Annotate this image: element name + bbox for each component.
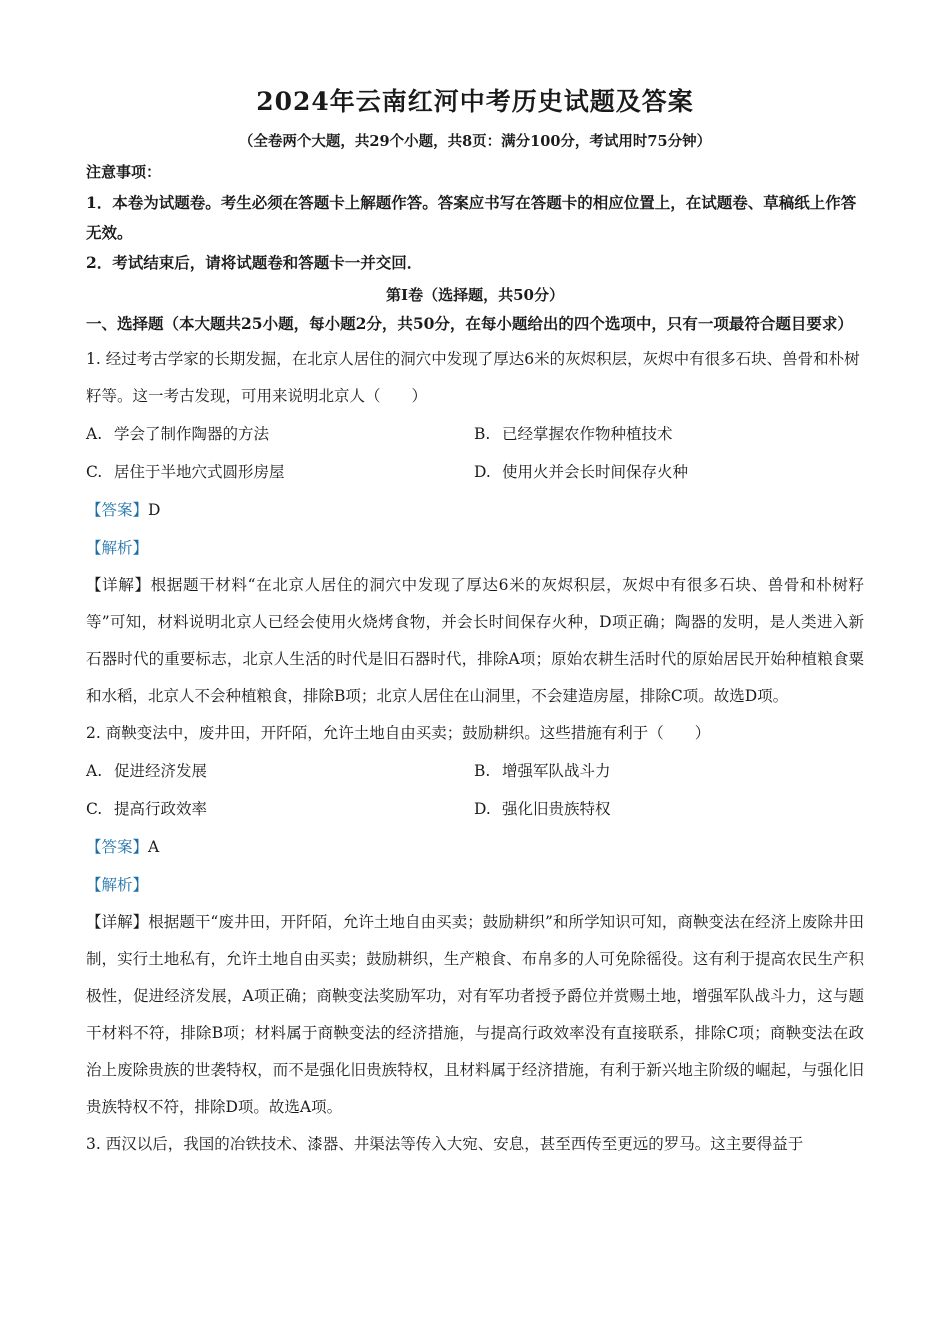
detail-paragraph bbox=[86, 567, 864, 715]
page-subtitle: （全卷两个大题，共29个小题，共8页：满分100分，考试用时75分钟） bbox=[238, 133, 712, 150]
option-letter: D. bbox=[474, 463, 491, 481]
question-stem: 2. 商鞅变法中，废井田，开阡陌，允许土地自由买卖；鼓励耕织。这些措施有利于（ ） bbox=[86, 724, 711, 742]
option-b bbox=[474, 752, 862, 790]
option-text: 学会了制作陶器的方法 bbox=[114, 425, 270, 443]
question-1 bbox=[86, 341, 864, 715]
option-text: 增强军队战斗力 bbox=[502, 762, 611, 780]
detail-paragraph bbox=[86, 904, 864, 1126]
option-a bbox=[86, 752, 474, 790]
option-a bbox=[86, 415, 474, 453]
option-text: 使用火并会长时间保存火种 bbox=[502, 463, 689, 481]
option-text: 促进经济发展 bbox=[114, 762, 208, 780]
question-2 bbox=[86, 715, 864, 1126]
option-letter: C. bbox=[86, 800, 103, 818]
analysis-tag: 【解析】 bbox=[86, 539, 149, 557]
question-stem: 3. 西汉以后，我国的冶铁技术、漆器、井渠法等传入大宛、安息，甚至西传至更远的罗马。这主要得益于 bbox=[86, 1135, 804, 1153]
notice-item: 2．考试结束后，请将试题卷和答题卡一并交回． bbox=[86, 253, 423, 272]
question-stem: 1. 经过考古学家的长期发掘，在北京人居住的洞穴中发现了厚达6米的灰烬积层，灰烬中有很多石块、兽骨和朴树籽等。这一考古发现，可用来说明北京人（ ） bbox=[86, 350, 860, 405]
option-letter: D. bbox=[474, 800, 491, 818]
option-c bbox=[86, 453, 474, 491]
notice-item: 1．本卷为试题卷。考生必须在答题卡上解题作答。答案应书写在答题卡的相应位置上，在试题卷、草稿纸上作答无效。 bbox=[86, 193, 857, 242]
option-text: 居住于半地穴式圆形房屋 bbox=[114, 463, 285, 481]
page-title: 2024年云南红河中考历史试题及答案 bbox=[256, 87, 694, 116]
section-title: 第Ⅰ卷（选择题，共50分） bbox=[386, 286, 564, 304]
detail-tag: 【详解】 bbox=[86, 576, 151, 594]
answer-value: A bbox=[148, 838, 160, 856]
option-d bbox=[474, 790, 862, 828]
answer-value: D bbox=[148, 501, 161, 519]
analysis-tag: 【解析】 bbox=[86, 876, 149, 894]
detail-text: 根据题干材料“在北京人居住的洞穴中发现了厚达6米的灰烬积层，灰烬中有很多石块、兽骨和朴树籽等”可知，材料说明北京人已经会使用火烧烤食物，并会长时间保存火种，D项正确；陶器的发明，是人类进入新石器时代的重要标志，北京人生活的时代是旧石器时代，排除A项；原始农耕生活时代的原始居民开始种植粮食粟和水稻，北京人不会种植粮食，排除B项；北京人居住在山洞里，不会建造房屋，排除C项。故选D项。 bbox=[86, 576, 864, 705]
analysis-line bbox=[86, 529, 864, 567]
option-letter: A. bbox=[86, 762, 103, 780]
answer-tag: 【答案】 bbox=[86, 501, 149, 519]
detail-tag: 【详解】 bbox=[86, 913, 149, 931]
option-text: 提高行政效率 bbox=[114, 800, 208, 818]
option-text: 已经掌握农作物种植技术 bbox=[502, 425, 673, 443]
option-letter: C. bbox=[86, 463, 103, 481]
option-list bbox=[86, 415, 864, 491]
option-letter: A. bbox=[86, 425, 103, 443]
option-text: 强化旧贵族特权 bbox=[502, 800, 611, 818]
notice-heading: 注意事项： bbox=[86, 163, 162, 181]
detail-text: 根据题干“废井田，开阡陌，允许土地自由买卖；鼓励耕织”和所学知识可知，商鞅变法在经济上废除井田制，实行土地私有，允许土地自由买卖；鼓励耕织，生产粮食、布帛多的人可免除徭役。这有利于提高农民生产积极性，促进经济发展，A项正确；商鞅变法奖励军功，对有军功者授予爵位并赏赐土地，增强军队战斗力，这与题干材料不符，排除B项；材料属于商鞅变法的经济措施，与提高行政效率没有直接联系，排除C项；商鞅变法在政治上废除贵族的世袭特权，而不是强化旧贵族特权，且材料属于经济措施，有利于新兴地主阶级的崛起，与强化旧贵族特权不符，排除D项。故选A项。 bbox=[86, 913, 864, 1116]
option-list bbox=[86, 752, 864, 828]
option-c bbox=[86, 790, 474, 828]
option-d bbox=[474, 453, 862, 491]
question-3 bbox=[86, 1126, 864, 1163]
part-title: 一、选择题（本大题共25小题，每小题2分，共50分，在每小题给出的四个选项中，只有一项最符合题目要求） bbox=[86, 314, 853, 333]
answer-line bbox=[86, 491, 864, 529]
answer-line bbox=[86, 828, 864, 866]
option-b bbox=[474, 415, 862, 453]
option-letter: B. bbox=[474, 425, 491, 443]
answer-tag: 【答案】 bbox=[86, 838, 149, 856]
option-letter: B. bbox=[474, 762, 491, 780]
analysis-line bbox=[86, 866, 864, 904]
